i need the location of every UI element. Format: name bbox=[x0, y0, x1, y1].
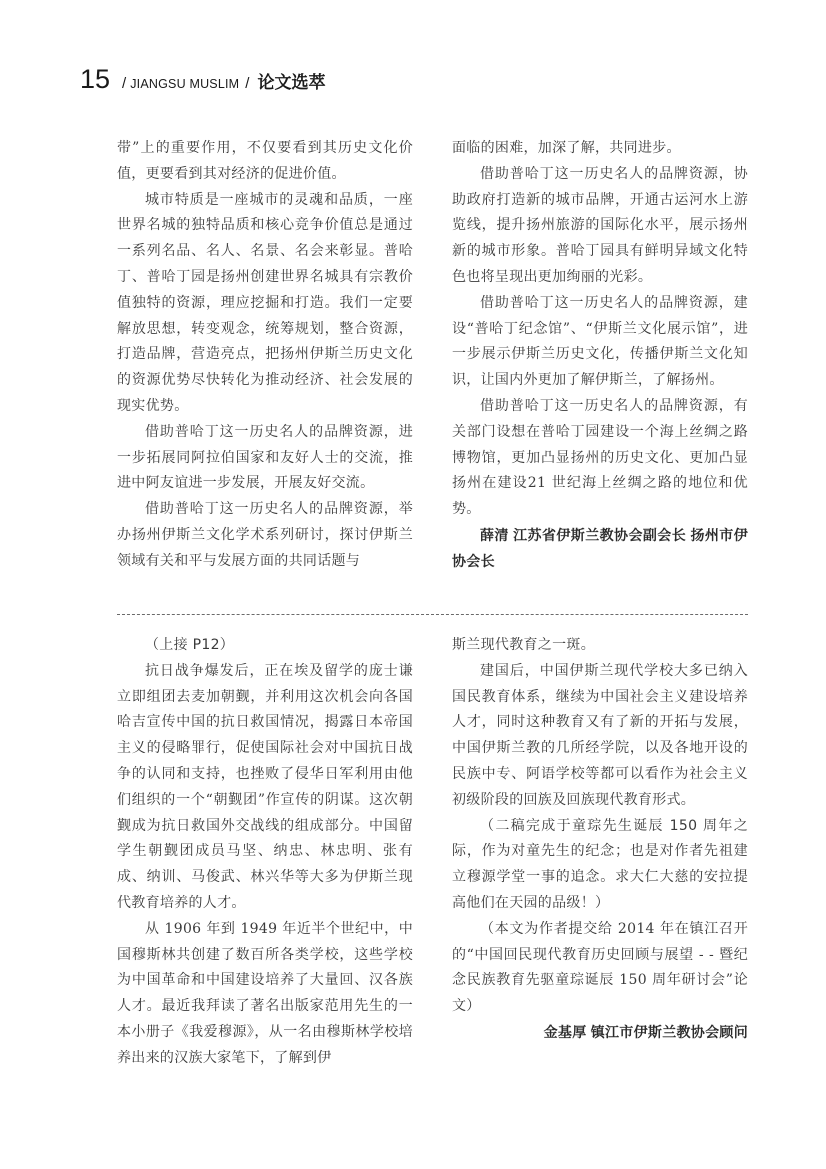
paragraph: 借助普哈丁这一历史名人的品牌资源，有关部门设想在普哈丁园建设一个海上丝绸之路博物馆，更加凸显扬州的历史文化、更加凸显扬州在建设21 世纪海上丝绸之路的地位和优势。 bbox=[452, 397, 748, 518]
paragraph: 城市特质是一座城市的灵魂和品质，一座世界名城的独特品质和核心竞争价值总是通过一系列名品、名人、名景、名会来彰显。普哈丁、普哈丁园是扬州创建世界名城具有宗教价值独特的资源，理应挖掘和打造。我们一定要解放思想，转变观念，统筹规划，整合资源，打造品牌，营造亮点，把扬州伊斯兰历史文化的资源优势尽快转化为推动经济、社会发展的现实优势。 bbox=[117, 191, 413, 414]
page-header bbox=[80, 66, 325, 100]
paragraph: 带”上的重要作用，不仅要看到其历史文化价值，更要看到其对经济的促进价值。 bbox=[117, 140, 413, 182]
header-separator: / bbox=[122, 75, 127, 92]
page-number: 15 bbox=[80, 64, 111, 94]
section-title: 论文选萃 bbox=[257, 73, 326, 92]
dashed-divider bbox=[117, 614, 748, 615]
journal-name: JIANGSU MUSLIM bbox=[130, 77, 240, 91]
continued-from-label: （上接 P12） bbox=[145, 637, 235, 653]
paragraph: 借助普哈丁这一历史名人的品牌资源，建设“普哈丁纪念馆”、“伊斯兰文化展示馆”，进一步展示伊斯兰历史文化，传播伊斯兰文化知识，让国内外更加了解伊斯兰，了解扬州。 bbox=[452, 294, 748, 389]
paragraph: 借助普哈丁这一历史名人的品牌资源，进一步拓展同阿拉伯国家和友好人士的交流，推进中阿友谊进一步发展，开展友好交流。 bbox=[117, 423, 413, 492]
paragraph: 斯兰现代教育之一斑。 bbox=[452, 637, 595, 653]
article1-right-column bbox=[452, 136, 748, 575]
article2-right-column bbox=[452, 633, 748, 1046]
article2-left-column bbox=[117, 633, 413, 1072]
paragraph: 借助普哈丁这一历史名人的品牌资源，举办扬州伊斯兰文化学术系列研讨，探讨伊斯兰领域有关和平与发展方面的共同话题与 bbox=[117, 501, 413, 569]
author-signature: 金基厚 镇江市伊斯兰教协会顾问 bbox=[543, 1023, 748, 1040]
header-separator-2: / bbox=[245, 75, 250, 92]
paragraph: 借助普哈丁这一历史名人的品牌资源，协助政府打造新的城市品牌，开通古运河水上游览线，提升扬州旅游的国际化水平，展示扬州新的城市形象。普哈丁园具有鲜明异域文化特色也将呈现出更加绚丽的光彩。 bbox=[452, 165, 748, 285]
paragraph: 从 1906 年到 1949 年近半个世纪中，中国穆斯林共创建了数百所各类学校，这些学校为中国革命和中国建设培养了大量回、汉各族人才。最近我拜读了著名出版家范用先生的一本小册子《我爱穆源》，从一名由穆斯林学校培养出来的汉族大家笔下，了解到伊 bbox=[117, 920, 413, 1066]
source-note: （本文为作者提交给 2014 年在镇江召开的“中国回民现代教育历史回顾与展望 - - 暨纪念民族教育先驱童琮诞辰 150 周年研讨会”论文） bbox=[452, 920, 748, 1015]
article1-left-column bbox=[117, 136, 413, 575]
author-signature: 薛清 江苏省伊斯兰教协会副会长 扬州市伊协会长 bbox=[452, 526, 748, 569]
paragraph: 抗日战争爆发后，正在埃及留学的庞士谦立即组团去麦加朝觐，并利用这次机会向各国哈吉宣传中国的抗日救国情况，揭露日本帝国主义的侵略罪行，促使国际社会对中国抗日战争的认同和支持，也挫败了侵华日军利用由他们组织的一个“朝觐团”作宣传的阴谋。这次朝觐成为抗日救国外交战线的组成部分。中国留学生朝觐团成员马坚、纳忠、林忠明、张有成、纳训、马俊武、林兴华等大多为伊斯兰现代教育培养的人才。 bbox=[117, 662, 413, 911]
dedication-note: （二稿完成于童琮先生诞辰 150 周年之际，作为对童先生的纪念；也是对作者先祖建立穆源学堂一事的追念。求大仁大慈的安拉提高他们在天园的品级！） bbox=[452, 817, 748, 911]
paragraph: 面临的困难，加深了解，共同进步。 bbox=[452, 140, 681, 156]
paragraph: 建国后，中国伊斯兰现代学校大多已纳入国民教育体系，继续为中国社会主义建设培养人才，同时这种教育又有了新的开拓与发展，中国伊斯兰教的几所经学院，以及各地开设的民族中专、阿语学校等都可以看作为社会主义初级阶段的回族及回族现代教育形式。 bbox=[452, 662, 748, 808]
